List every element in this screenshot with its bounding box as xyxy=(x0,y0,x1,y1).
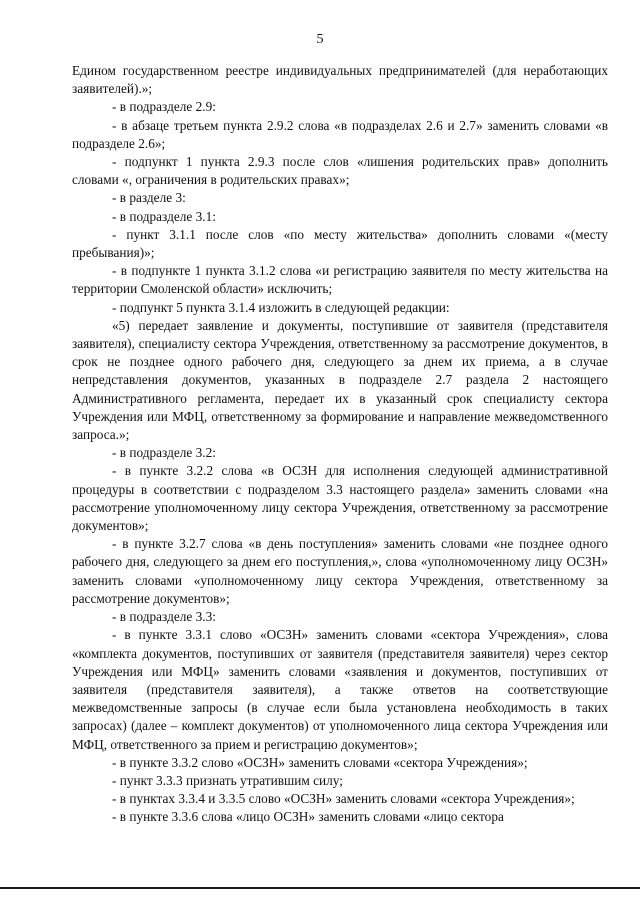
paragraph: - в пункте 3.3.2 слово «ОСЗН» заменить словами «сектора Учреждения»; xyxy=(112,754,528,770)
paragraph: - пункт 3.3.3 признать утратившим силу; xyxy=(112,772,343,788)
paragraph: - в пункте 3.3.1 слово «ОСЗН» заменить словами «сектора Учреждения», слова «комплекта документов, поступивших от заявителя (представителя заявителя) через сектор Учреждения или МФЦ» заменить словами «заявления и документов, поступивших от заявителя (представителя заявителя), а также ответов на соответствующие межведомственные запросы (в случае если была установлена необходимость в таких запросах) (далее – комплект документов) от уполномоченного лица сектора Учреждения или МФЦ, ответственного за прием и регистрацию документов»; xyxy=(72,627,608,752)
paragraph: - подпункт 5 пункта 3.1.4 изложить в следующей редакции: xyxy=(112,299,450,315)
paragraph: - в подразделе 3.1: xyxy=(112,208,216,224)
paragraph: - в разделе 3: xyxy=(112,190,186,206)
paragraph: - в пункте 3.3.6 слова «лицо ОСЗН» заменить словами «лицо сектора xyxy=(112,809,504,825)
paragraph: - в пунктах 3.3.4 и 3.3.5 слово «ОСЗН» заменить словами «сектора Учреждения»; xyxy=(112,791,575,807)
paragraph: - в абзаце третьем пункта 2.9.2 слова «в подразделах 2.6 и 2.7» заменить словами «в подразделе 2.6»; xyxy=(72,117,608,151)
paragraph: - в подразделе 3.3: xyxy=(112,609,216,625)
paragraph: - в пункте 3.2.7 слова «в день поступления» заменить словами «не позднее одного рабочего дня, следующего за днем его поступления,», слова «уполномоченному лицу ОСЗН» заменить словами «уполномоченному лицу сектора Учреждения, ответственному за рассмотрение документов»; xyxy=(72,536,608,606)
page-number: 5 xyxy=(316,32,324,47)
paragraph: - в пункте 3.2.2 слова «в ОСЗН для исполнения следующей административной процедуры в соответствии с подразделом 3.3 настоящего раздела» заменить словами «на рассмотрение уполномоченному лицу сектора Учреждения, ответственному за рассмотрение документов»; xyxy=(72,463,608,534)
bottom-border-line xyxy=(0,887,640,889)
paragraph: - в подразделе 2.9: xyxy=(112,99,216,115)
paragraph: - подпункт 1 пункта 2.9.3 после слов «лишения родительских прав» дополнить словами «, ограничения в родительских правах»; xyxy=(72,154,608,188)
paragraph: - в подпункте 1 пункта 3.1.2 слова «и регистрацию заявителя по месту жительства на территории Смоленской области» исключить; xyxy=(72,263,608,297)
document-body xyxy=(72,62,608,827)
paragraph: - пункт 3.1.1 после слов «по месту жительства» дополнить словами «(месту пребывания)»; xyxy=(72,226,608,261)
paragraph: «5) передает заявление и документы, поступившие от заявителя (представителя заявителя), специалисту сектора Учреждения, ответственному за рассмотрение документов, в срок не позднее одного рабочего дня, следующего за днем их приема, а в случае непредставления документов, указанных в подразделе 2.7 раздела 2 настоящего Административного регламента, передает их в указанный срок специалисту сектора Учреждения или МФЦ, ответственному за формирование и направление межведомственного запроса.»; xyxy=(72,317,608,443)
paragraph: Едином государственном реестре индивидуальных предпринимателей (для неработающих заявителей).»; xyxy=(72,63,608,97)
paragraph: - в подразделе 3.2: xyxy=(112,445,216,461)
